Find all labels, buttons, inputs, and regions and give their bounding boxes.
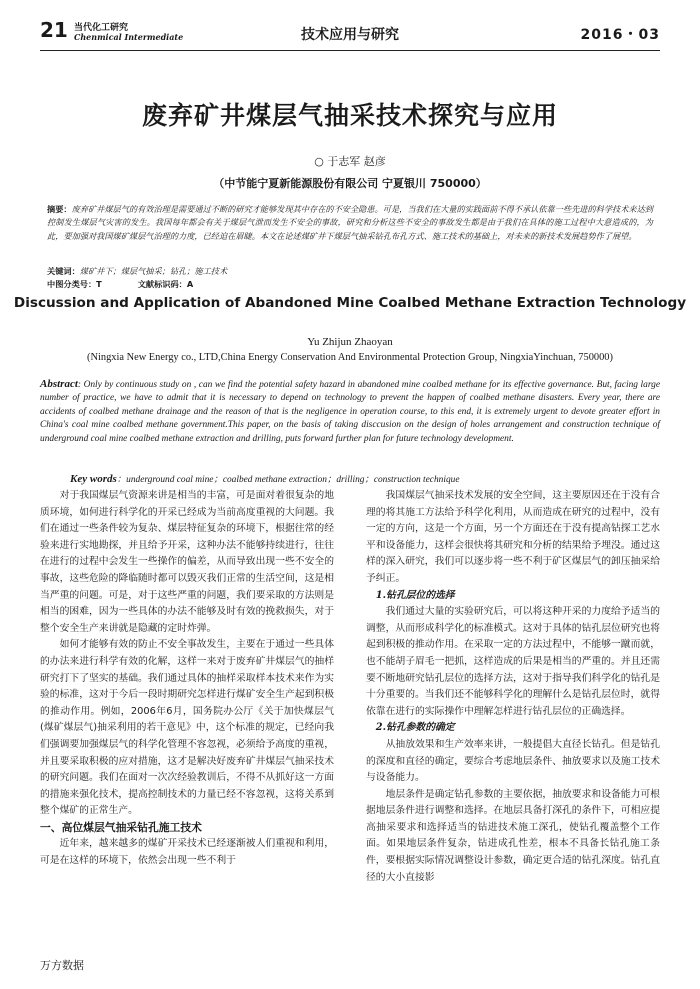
subsection-heading: 2.钻孔参数的确定 xyxy=(375,722,455,734)
article-title-cn: 废弃矿井煤层气抽采技术探究与应用 xyxy=(141,101,558,130)
article-title-en: Discussion and Application of Abandoned Mine Coalbed Methane Extraction Technology xyxy=(13,295,687,311)
page-number: 21 xyxy=(40,18,68,42)
body-paragraph: 从抽放效果和生产效率来讲，一般提倡大直径长钻孔。但是钻孔的深度和直径的确定，要综合考虑地层条件、抽放要求以及施工技术与设备能力。 xyxy=(366,738,660,784)
keywords-en-label: Key words xyxy=(70,473,117,485)
keywords-cn-label: 关键词： xyxy=(47,266,80,276)
abstract-cn-label: 摘要： xyxy=(47,204,72,214)
subsection-heading: 1.钻孔层位的选择 xyxy=(375,589,455,601)
keywords-cn xyxy=(47,265,653,278)
clc-number: 中图分类号：T xyxy=(47,279,102,289)
body-paragraph: 我们通过大量的实验研究后，可以将这种开采的力度给予适当的调整，从而形成科学化的标准模式。这对于具体的钻孔层位研究也将起到积极的推动作用。在采取一定的方法过程中，不能够一蹴而就，也不能胡子眉毛一把抓，这样造成的后果是相当的严重的。并且还需要不断地研究钻孔层位的选择方法，这对于指导我们科学化的钻孔是十分重要的。当我们还不能够科学化的理解什么是钻孔层位时，就得依靠在进行的实际操作中理解怎样进行钻孔层位的正确选择。 xyxy=(366,606,660,717)
issue-number: 2016・03 xyxy=(580,27,660,43)
document-code: 文献标识码：A xyxy=(137,279,194,289)
affiliation-en: (Ningxia New Energy co., LTD,China Energy Conservation And Environmental Protection Group, NingxiaYinchuan, 750000) xyxy=(87,352,613,363)
journal-name-en: Chenmical Intermediate xyxy=(74,32,184,42)
classification-line xyxy=(47,279,229,290)
section-title: 技术应用与研究 xyxy=(301,27,399,43)
authors-en: Yu Zhijun Zhaoyan xyxy=(307,336,393,348)
body-column-left xyxy=(40,488,334,870)
footer-watermark: 万方数据 xyxy=(40,959,84,972)
body-paragraph: 我国煤层气抽采技术发展的安全空间，这主要原因还在于没有合理的将其施工方法给予科学化利用，从而造成在研究的过程中，没有一定的方向，这是一个方面，另一个方面还在于没有提高钻探工艺水平和设备能力，这样会很快将其研究和分析的结果给予埋没。通过这样的深入研究，我们可以逐步将一些不利于矿区煤层气的卸压抽采给予纠正。 xyxy=(366,490,660,584)
abstract-en-text: : Only by continuous study on , can we find the potential safety hazard in abandoned mine coalbed methane for its effective governance. But, facing large number of practice, we have to admit that it is necessary to depend on technology to prevent the happen of coalbed methane disasters. Every year, there are accidents of coalbed methane drainage and the reason of that is the negligence in operation course, to this end, it is extremely urgent to devote greater effort in China's coal mine coalbed methane government.This paper, on the basis of taking disccusion on the design of holes arrangement and construction technique of underground coal mine coalbed methane extraction and drilling, puts forward further plan for future technology development. xyxy=(40,380,660,444)
body-paragraph: 地层条件是确定钻孔参数的主要依据，抽放要求和设备能力可根据地层条件进行调整和选择。在地层具备打深孔的条件下，可相应提高抽采要求和选择适当的钻进技术施工深孔，使钻孔覆盖整个工作面。如果地层条件复杂，钻进成孔性差，根本不具备长钻孔施工条件，要根据实际情况调整设计参数，确定更合适的钻孔深度。钻孔直径的大小直接影 xyxy=(366,788,660,883)
body-paragraph: 对于我国煤层气资源来讲是相当的丰富，可是面对着很复杂的地质环境，如何进行科学化的开采已经成为当前高度重视的大问题。我们在通过一些条件较为复杂、煤层特征复杂的环境下，根据往常的经验来进行实地勘探，并且给予开采，这种办法不能够持续进行，往往在进行的过程中会发生一些操作的偏差，从而导致出现一些不安全的事故，这些危险的降临随时都可以毁灭我们正常的生活空间，这是相当严重的问题。可是，对于这些严重的问题，我们要采取的方法则是相当的困难，因为一些具体的办法不能够及时有效的挽救损失，对于整个安全生产来讲就是隐藏的定时炸弹。 xyxy=(40,490,334,634)
body-column-right xyxy=(366,488,660,886)
section-heading: 一、高位煤层气抽采钻孔施工技术 xyxy=(40,820,202,834)
abstract-cn-text: 废弃矿井煤层气的有效治理是需要通过不断的研究才能够发现其中存在的不安全隐患。可是，当我们在大量的实践面前不得不承认依靠一些先进的科学技术来达到控制发生煤层气灾害的发生。我国每年都会有关于煤层气泄而发生不安全的事故，研究和分析这些不安全的事故发生都是由于我们在具体的施工过程中大意造成的，为此，要加强对我国煤矿煤层气治理的力度，已经迫在眉睫。本文在论述煤矿井下煤层气抽采钻孔布孔方式、施工技术的基础上，对未来的新技术发展趋势作了展望。 xyxy=(47,204,653,241)
abstract-cn xyxy=(47,203,653,243)
body-paragraph: 近年来，越来越多的煤矿开采技术已经逐渐被人们重视和利用，可是在这样的环境下，依然会出现一些不利于 xyxy=(40,838,334,867)
keywords-cn-text: 煤矿井下；煤层气抽采；钻孔；施工技术 xyxy=(79,266,228,276)
abstract-en xyxy=(40,378,660,446)
page-header xyxy=(40,16,660,51)
abstract-en-label: Abstract xyxy=(40,378,78,390)
authors-cn: ○ 于志军 赵彦 xyxy=(314,155,386,168)
affiliation-cn: （中节能宁夏新能源股份有限公司 宁夏银川 750000） xyxy=(213,177,487,190)
journal-name-cn: 当代化工研究 xyxy=(74,23,129,33)
body-paragraph: 如何才能够有效的防止不安全事故发生，主要在于通过一些具体的办法来进行科学有效的化解，这样一来对于废弃矿井煤层气的抽样研究打下了坚实的基础。我们通过具体的抽样采取样本技术来作为实验的标准，这对于今后一段时期研究怎样进行煤矿安全生产起到积极的推动作用。例如，2006年6月，国务院办公厅《关于加快煤层气(煤矿煤层气)抽采利用的若干意见》中，这个标准的规定，已经向我们强调要加强煤层气的科学化管理不容忽视，必须给予高度的重视，并且要采取积极的应对措施，这才是解决好废弃矿井煤层气抽采技术的研究问题。我们在面对一次次经验教训后，不得不从抓好这一方面的措施来强化技术，提高控制技术的力量已经不容忽视，这将关系到整个煤矿的正常生产。 xyxy=(40,639,334,817)
keywords-en xyxy=(70,471,660,485)
keywords-en-text: ：underground coal mine；coalbed methane extraction；drilling；construction technique xyxy=(116,475,460,485)
